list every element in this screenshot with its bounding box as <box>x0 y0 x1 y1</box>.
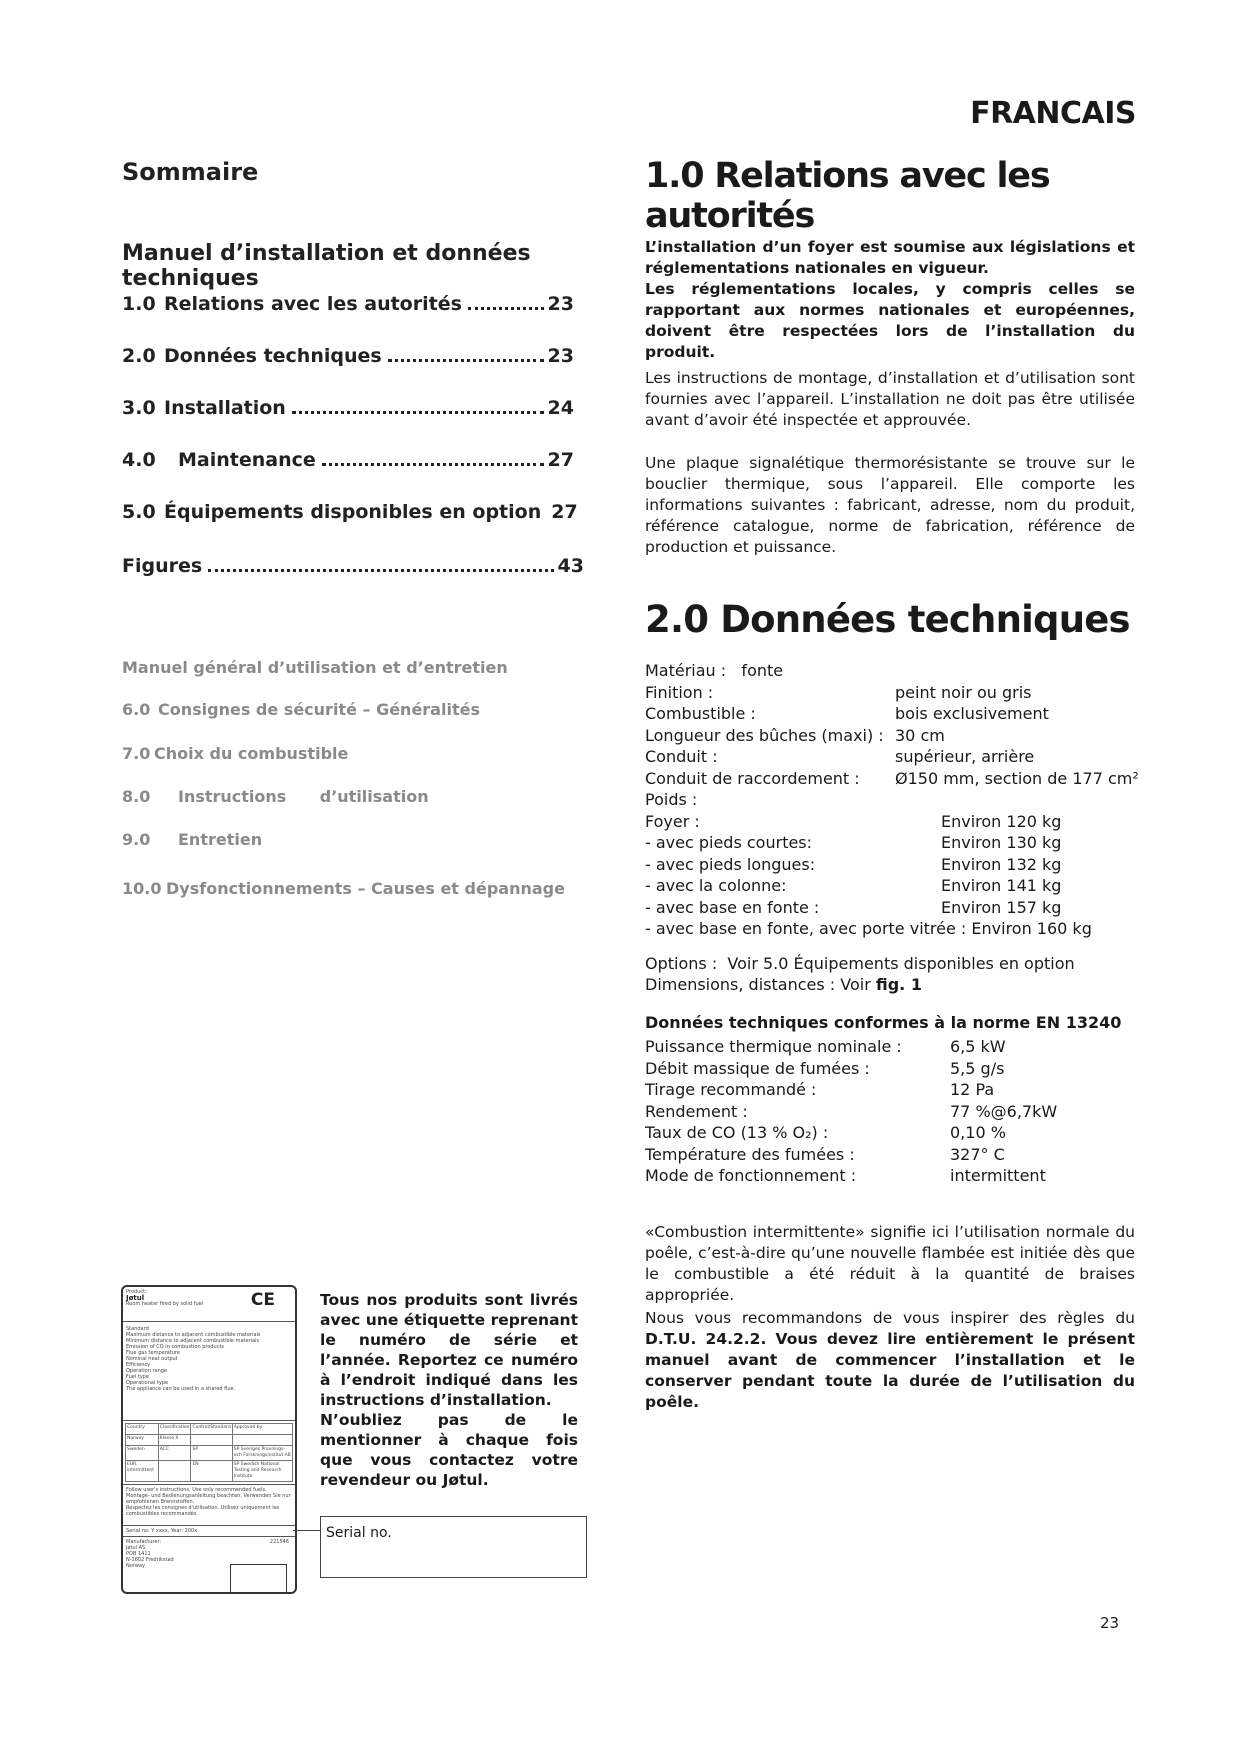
norme-list <box>645 1036 1135 1187</box>
weight-row: - avec base en fonte : Environ 157 kg <box>645 897 1062 917</box>
spec-row: Poids : <box>645 790 698 809</box>
weight-row: - avec la colonne: Environ 141 kg <box>645 876 1062 895</box>
language-heading: FRANCAIS <box>970 96 1136 131</box>
general-list <box>122 700 592 922</box>
general-item-9[interactable]: 9.0 Entretien <box>122 830 263 849</box>
weight-row: Foyer : Environ 120 kg <box>645 811 1062 831</box>
norme-row: Tirage recommandé : 12 Pa <box>645 1080 995 1099</box>
sommaire-title: Sommaire <box>122 158 259 186</box>
toc-item-2[interactable]: 2.0 Données techniques 23 <box>122 345 574 367</box>
options-block: Options : Voir 5.0 Équipements disponibles en option Dimensions, distances : Voir fig. 1 <box>645 954 1075 994</box>
section-1-para-2: Les instructions de montage, d’installation et d’utilisation sont fournies avec l’appareil. L’installation ne doit pas être utilisée avant d’avoir été inspectée et approuvée. <box>645 369 1135 429</box>
section-2-title: 2.0 Données techniques <box>645 598 1130 641</box>
label-note-2: N’oubliez pas de le mentionner à chaque fois que vous contactez votre revendeur ou Jøtul. <box>320 1411 578 1489</box>
toc-figures[interactable]: Figures 43 <box>122 555 584 577</box>
toc-item-1[interactable]: 1.0 Relations avec les autorités 23 <box>122 293 574 315</box>
norme-title: Données techniques conformes à la norme EN 13240 <box>645 1013 1122 1032</box>
section-1-intro: L’installation d’un foyer est soumise aux législations et réglementations nationales en vigueur. Les réglementations locales, y compris celles se rapportant aux normes nationales et européennes, doivent être respectées lors de l’installation du produit. <box>645 238 1135 361</box>
norme-row: Rendement : 77 %@6,7kW <box>645 1101 1058 1121</box>
norme-row: Température des fumées : 327° C <box>645 1144 1005 1164</box>
general-item-7[interactable]: 7.0 Choix du combustible <box>122 744 349 763</box>
weight-row: - avec pieds longues: Environ 132 kg <box>645 854 1062 874</box>
norme-row: Mode de fonctionnement : intermittent <box>645 1166 1046 1185</box>
norme-row: Débit massique de fumées : 5,5 g/s <box>645 1058 1005 1078</box>
weight-row: - avec pieds courtes: Environ 130 kg <box>645 833 1062 852</box>
page-number: 23 <box>1100 1614 1120 1632</box>
combustion-note: «Combustion intermittente» signifie ici l’utilisation normale du poêle, c’est-à-dire qu’une nouvelle flambée est initiée dès que le combustible a été réduit à la quantité de braises appropriée. <box>645 1223 1135 1304</box>
manual-title: Manuel d’installation et données techniques <box>122 241 531 291</box>
spec-material: Matériau : fonte <box>645 661 784 680</box>
spec-row: Finition : peint noir ou gris <box>645 682 1032 702</box>
toc-item-5[interactable]: 5.0 Équipements disponibles en option 27 <box>122 501 578 523</box>
toc-list <box>122 293 578 553</box>
spec-row: Conduit : supérieur, arrière <box>645 747 1035 766</box>
ce-mark-icon: CE <box>250 1290 275 1310</box>
norme-row: Taux de CO (13 % O₂) : 0,10 % <box>645 1123 1006 1142</box>
general-item-10[interactable]: 10.0 Dysfonctionnements – Causes et dépannage <box>122 879 565 898</box>
general-item-8[interactable]: 8.0 Instructions d’utilisation <box>122 787 429 806</box>
product-label-plate: Product: Jøtul Room heater fired by solid fuel CE Standard Maximum distance to adjacent combustible materials Minimum distance to adjacent combustible materials Emission of CO in combustion products Flue gas temperature Nominal heat output Efficiency Operation range Fuel type Operational type The appliance can be used in a shared flue. Country Classification Control/Standard Approved by Norway Klasse II Sweden ACC SP SP Sveriges Provnings- och Forskningsinstitut AB EUR. intermittent EN SP Swedish National Testing and Research Institute Follow user's instructions. Use only recommended fuels. Montage- und Bedienungsanleitung beachten. Verwenden Sie nur empfohlenen Brennstoffen. Respectez les consignes d'utilisation. Utilisez uniquement les combustibles recommandés. Serial no: Y xxxx, Year: 200x Manufacturer: 221546 Jøtul AS POB 1411 N-1602 Fredrikstad Norway <box>121 1285 297 1594</box>
spec-row: Combustible : bois exclusivement <box>645 704 1049 723</box>
section-1-title: 1.0 Relations avec les autorités <box>645 156 1050 236</box>
weight-row-last: - avec base en fonte, avec porte vitrée : Environ 160 kg <box>645 919 1092 938</box>
general-manual-title: Manuel général d’utilisation et d’entretien <box>122 658 508 677</box>
serial-number-field[interactable]: Serial no. <box>320 1516 587 1578</box>
section-1-para-3: Une plaque signalétique thermorésistante se trouve sur le bouclier thermique, sous l’appareil. Elle comporte les informations suivantes : fabricant, adresse, nom du produit, référence catalogue, norme de fabrication, référence de production et puissance. <box>645 454 1135 556</box>
toc-item-4[interactable]: 4.0 Maintenance 27 <box>122 449 574 471</box>
spec-row: Longueur des bûches (maxi) : 30 cm <box>645 725 945 745</box>
general-item-6[interactable]: 6.0 Consignes de sécurité – Généralités <box>122 700 480 719</box>
fig-link[interactable]: fig. 1 <box>875 975 922 994</box>
norme-row: Puissance thermique nominale : 6,5 kW <box>645 1037 1006 1056</box>
label-note-1: Tous nos produits sont livrés avec une étiquette reprenant le numéro de série et l’année. Reportez ce numéro à l’endroit indiqué dans les instructions d’installation. <box>320 1291 578 1409</box>
plate-table: Country Classification Control/Standard Approved by Norway Klasse II Sweden ACC SP SP Sveriges Provnings- och Forskningsinstitut AB EUR. intermittent EN SP Swedish National Testing and Research Institute <box>123 1421 295 1485</box>
spec-row: Conduit de raccordement : Ø150 mm, section de 177 cm² <box>645 768 1139 788</box>
toc-item-3[interactable]: 3.0 Installation 24 <box>122 397 574 419</box>
dtu-note: Nous vous recommandons de vous inspirer des règles du D.T.U. 24.2.2. Vous devez lire entièrement le présent manuel avant de commencer l’installation et le conserver pendant toute la durée de l’utilisation du poêle. <box>645 1309 1135 1411</box>
connector-line <box>293 1530 320 1531</box>
spec-list <box>645 660 1139 940</box>
